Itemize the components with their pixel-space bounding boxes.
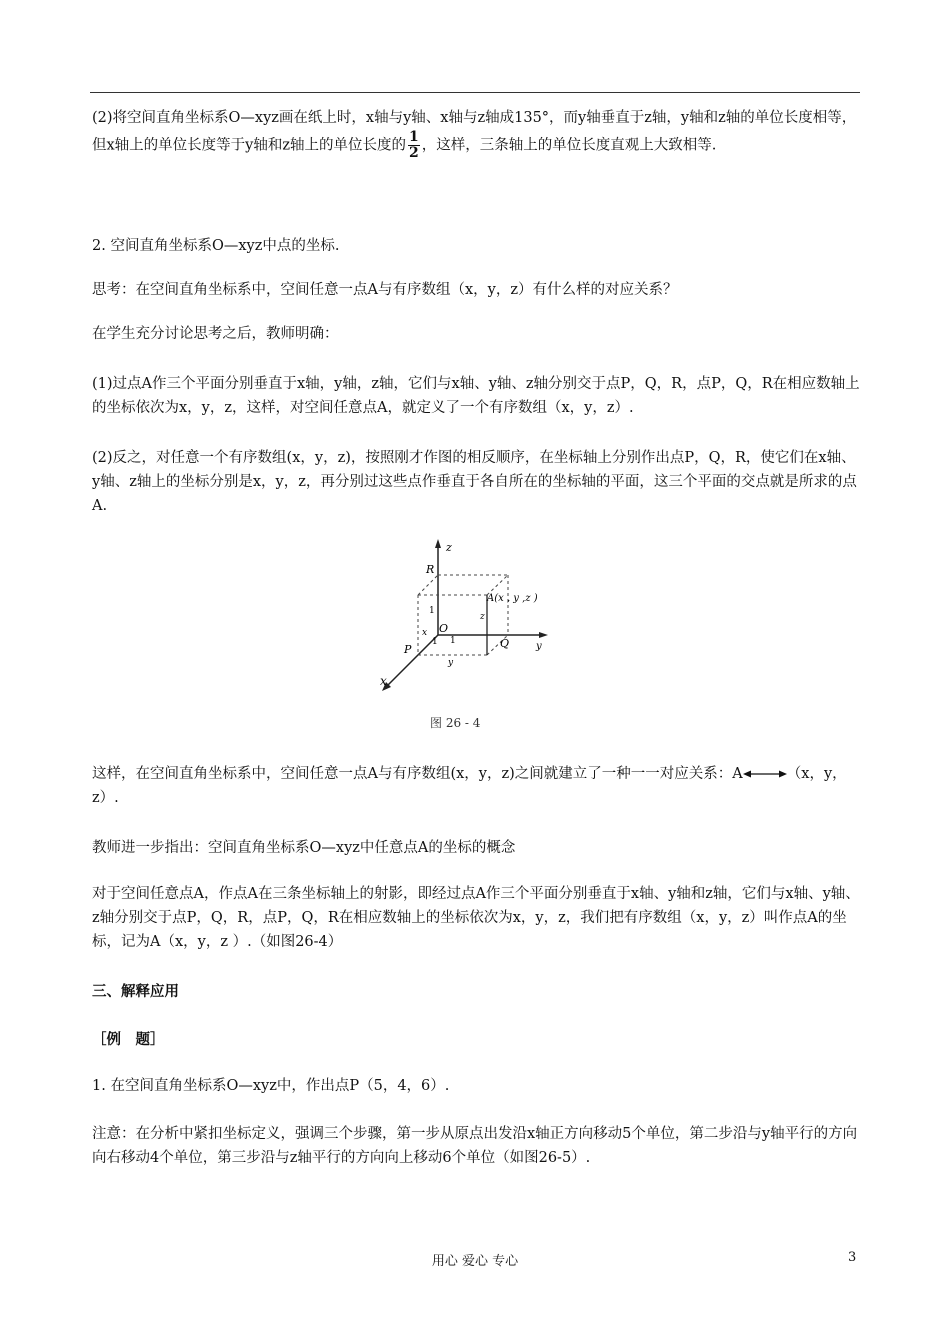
coordinate-definition: 对于空间任意点A，作点A在三条坐标轴上的射影，即经过点A作三个平面分别垂直于x轴、y轴和z轴，它们与x轴、y轴、z轴分别交于点P，Q，R，点P，Q，R在相应数轴上的坐标依次为x，y，z，我们把有序数组（x，y，z）叫作点A的坐标，记为A（x，y，z ）.（如图26-4） bbox=[92, 886, 860, 950]
figure-caption: 图 26 - 4 bbox=[430, 716, 481, 730]
point-1: (1)过点A作三个平面分别垂直于x轴，y轴，z轴，它们与x轴、y轴、z轴分别交于点P，Q，R，点P，Q，R在相应数轴上的坐标依次为x，y，z，这样，对空间任意点A，就定义了一个有序数组（x，y，z）. bbox=[92, 376, 860, 416]
z-length-label: z bbox=[480, 612, 485, 622]
page-number: 3 bbox=[848, 1250, 857, 1265]
fraction-denominator: 2 bbox=[409, 145, 419, 161]
example-heading: ［例 题］ bbox=[92, 1031, 165, 1048]
teacher-note: 教师进一步指出：空间直角坐标系O—xyz中任意点A的坐标的概念 bbox=[92, 840, 516, 856]
unit-one-label: 1 bbox=[432, 637, 438, 647]
y-axis-label: y bbox=[536, 641, 542, 652]
note-paragraph: 注意：在分析中紧扣坐标定义，强调三个步骤，第一步从原点出发沿x轴正方向移动5个单位，第二步沿与y轴平行的方向向右移动4个单位，第三步沿与z轴平行的方向向上移动6个单位（如图26-5）. bbox=[92, 1126, 858, 1166]
unit-one-label: 1 bbox=[450, 636, 456, 646]
z-axis-arrow bbox=[435, 539, 441, 548]
section2-title: 2. 空间直角坐标系O—xyz中点的坐标. bbox=[92, 238, 340, 254]
x-axis-label: x bbox=[380, 674, 387, 688]
y-axis-arrow bbox=[539, 632, 548, 638]
example-1: 1. 在空间直角坐标系O—xyz中，作出点P（5，4，6）. bbox=[92, 1078, 450, 1094]
correspondence-text: 这样，在空间直角坐标系中，空间任意一点A与有序数组(x，y，z)之间就建立了一种一一对应关系：A bbox=[92, 766, 743, 782]
x-length-label: x bbox=[422, 628, 428, 638]
point-a-label: A(x , y ,z ) bbox=[487, 593, 538, 604]
z-axis-label: z bbox=[446, 541, 452, 554]
coordinate-figure bbox=[366, 535, 556, 695]
point-r-label: R bbox=[426, 563, 435, 576]
fraction-numerator: 1 bbox=[409, 129, 419, 145]
think-question: 思考：在空间直角坐标系中，空间任意一点A与有序数组（x，y，z）有什么样的对应关系？ bbox=[92, 282, 678, 298]
page-footer: 用心 爱心 专心 bbox=[431, 1254, 519, 1269]
correspondence-tail: （x，y，z）. bbox=[92, 766, 847, 806]
paragraph-axis-drawing bbox=[92, 106, 862, 161]
unit-one-label: 1 bbox=[429, 606, 435, 616]
correspondence-paragraph bbox=[92, 762, 862, 810]
point-p-label: P bbox=[404, 643, 412, 656]
x-axis-line bbox=[386, 635, 438, 687]
double-arrow-icon bbox=[743, 769, 787, 779]
y-length-label: y bbox=[448, 658, 454, 668]
section3-title: 三、解释应用 bbox=[92, 983, 179, 1000]
point-q-label: Q bbox=[500, 637, 510, 650]
para1-text-a: (2)将空间直角坐标系O—xyz画在纸上时，x轴与y轴、x轴与z轴成135°，而y轴垂直于z轴，y轴和z轴的单位长度相等，但x轴上的单位长度等于y轴和z轴上的单位长度的 bbox=[92, 110, 857, 154]
point-2: (2)反之，对任意一个有序数组(x，y，z)，按照刚才作图的相反顺序，在坐标轴上分别作出点P，Q，R，使它们在x轴、y轴、z轴上的坐标分别是x，y，z，再分别过这些点作垂直于各自所在的坐标轴的平面，这三个平面的交点就是所求的点A. bbox=[92, 450, 857, 514]
point-o-label: O bbox=[439, 622, 449, 635]
fraction-one-half bbox=[408, 130, 420, 161]
header-rule bbox=[90, 92, 860, 93]
para1-text-b: ，这样，三条轴上的单位长度直观上大致相等. bbox=[421, 137, 717, 154]
after-discussion: 在学生充分讨论思考之后，教师明确： bbox=[92, 326, 339, 342]
